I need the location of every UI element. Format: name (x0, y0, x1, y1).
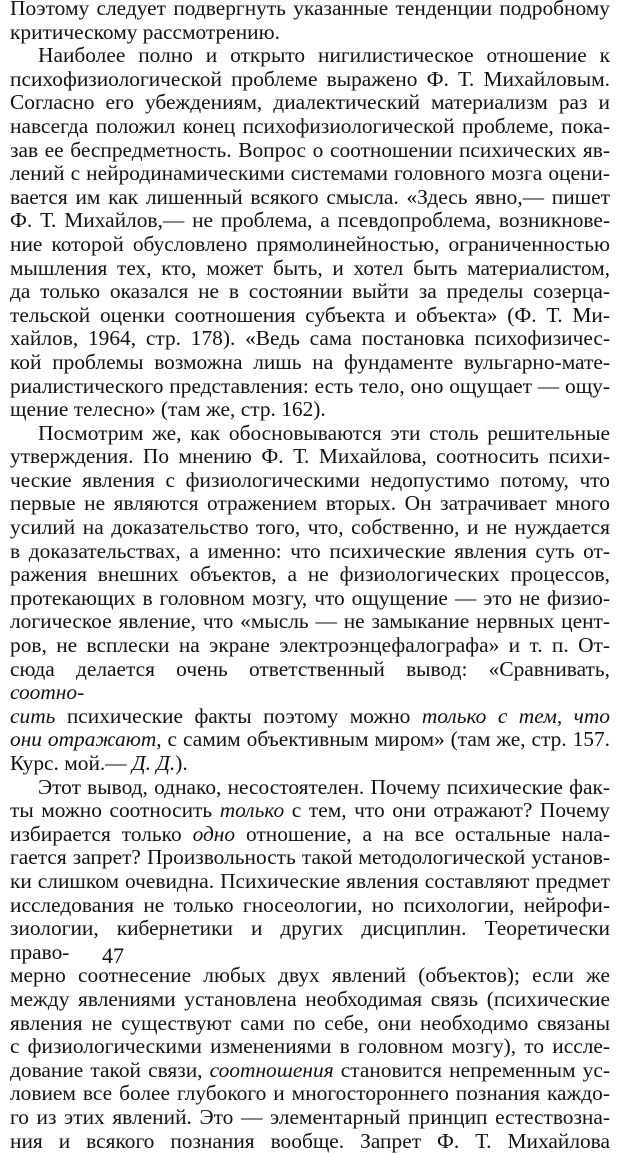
text-line: сить психические факты поэтому можно только с тем, что (10, 705, 610, 729)
text-line: щение телесно» (там же, стр. 162). (10, 398, 610, 422)
text-line: ров, не всплески на экране электроэнцефалографа» и т. п. От- (10, 634, 610, 658)
text-line: лений с нейродинамическими системами головного мозга оцени- (10, 162, 610, 186)
text-line: навсегда положил конец психофизиологической проблеме, пока- (10, 115, 610, 139)
text-line: да только оказался не в состоянии выйти за пределы созерца- (10, 280, 610, 304)
text-line: мерно соотнесение любых двух явлений (объектов); если же (10, 964, 610, 988)
text-line: ние которой обусловлено прямолинейностью, ограниченностью (10, 233, 610, 257)
text-line: Наиболее полно и открыто нигилистическое отношение к (10, 44, 610, 68)
text-line: с физиологическими изменениями в головном мозгу), то иссле- (10, 1035, 610, 1059)
body-text (10, 0, 610, 1153)
text-line: го из этих явлений. Это — элементарный принцип естествозна- (10, 1106, 610, 1130)
text-line: дование такой связи, соотношения становится непременным ус- (10, 1059, 610, 1083)
text-line: протекающих в головном мозгу, что ощущение — это не физио- (10, 587, 610, 611)
text-line: зиологии, кибернетики и других дисциплин. Теоретически право- (10, 917, 610, 964)
text-line: усилий на доказательство того, что, собственно, и не нуждается (10, 516, 610, 540)
text-line: избирается только одно отношение, а на все остальные нала- (10, 823, 610, 847)
document-page (10, 0, 610, 984)
text-line: мышления тех, кто, может быть, и хотел быть материалистом, (10, 257, 610, 281)
text-line: хайлов, 1964, стр. 178). «Ведь сама постановка психофизичес- (10, 327, 610, 351)
text-line: Курс. мой.— Д. Д.). (10, 752, 610, 776)
text-line: явления не существуют сами по себе, они необходимо связаны (10, 1012, 610, 1036)
text-line: гается запрет? Произвольность такой методологической установ- (10, 846, 610, 870)
text-line: сюда делается очень ответственный вывод: «Сравнивать, соотно- (10, 658, 610, 705)
text-line: в доказательствах, а именно: что психические явления суть от- (10, 540, 610, 564)
text-line: Ф. Т. Михайлов,— не проблема, а псевдопроблема, возникнове- (10, 209, 610, 233)
text-line: ловием все более глубокого и многостороннего познания каждо- (10, 1082, 610, 1106)
page-number: 47 (102, 944, 124, 968)
text-line: между явлениями установлена необходимая связь (психические (10, 988, 610, 1012)
text-line: риалистического представления: есть тело, оно ощущает — ощу- (10, 375, 610, 399)
text-line: логическое явление, что «мысль — не замыкание нервных цент- (10, 610, 610, 634)
text-line: психофизиологической проблеме выражено Ф. Т. Михайловым. (10, 68, 610, 92)
text-line: ражения внешних объектов, а не физиологических процессов, (10, 563, 610, 587)
text-line: кой проблемы возможна лишь на фундаменте вульгарно-мате- (10, 351, 610, 375)
text-line: ки слишком очевидна. Психические явления составляют предмет (10, 870, 610, 894)
text-line: Поэтому следует подвергнуть указанные тенденции подробному (10, 0, 610, 21)
text-line: вается им как лишенный всякого смысла. «Здесь явно,— пишет (10, 186, 610, 210)
text-line: тельской оценки соотношения субъекта и объекта» (Ф. Т. Ми- (10, 304, 610, 328)
text-line: Посмотрим же, как обосновываются эти столь решительные (10, 422, 610, 446)
text-line: Согласно его убеждениям, диалектический материализм раз и (10, 91, 610, 115)
text-line: критическому рассмотрению. (10, 21, 610, 45)
text-line: первые не являются отражением вторых. Он затрачивает много (10, 492, 610, 516)
text-line: ческие явления с физиологическими недопустимо потому, что (10, 469, 610, 493)
text-line: Этот вывод, однако, несостоятелен. Почему психические фак- (10, 776, 610, 800)
text-line: ты можно соотносить только с тем, что они отражают? Почему (10, 799, 610, 823)
text-line: исследования не только гносеологии, но психологии, нейрофи- (10, 894, 610, 918)
text-line: зав ее беспредметность. Вопрос о соотношении психических яв- (10, 139, 610, 163)
text-line: утверждения. По мнению Ф. Т. Михайлова, соотносить психи- (10, 445, 610, 469)
text-line: ния и всякого познания вообще. Запрет Ф. Т. Михайлова (10, 1130, 610, 1153)
text-line: они отражают, с самим объективным миром» (там же, стр. 157. (10, 728, 610, 752)
